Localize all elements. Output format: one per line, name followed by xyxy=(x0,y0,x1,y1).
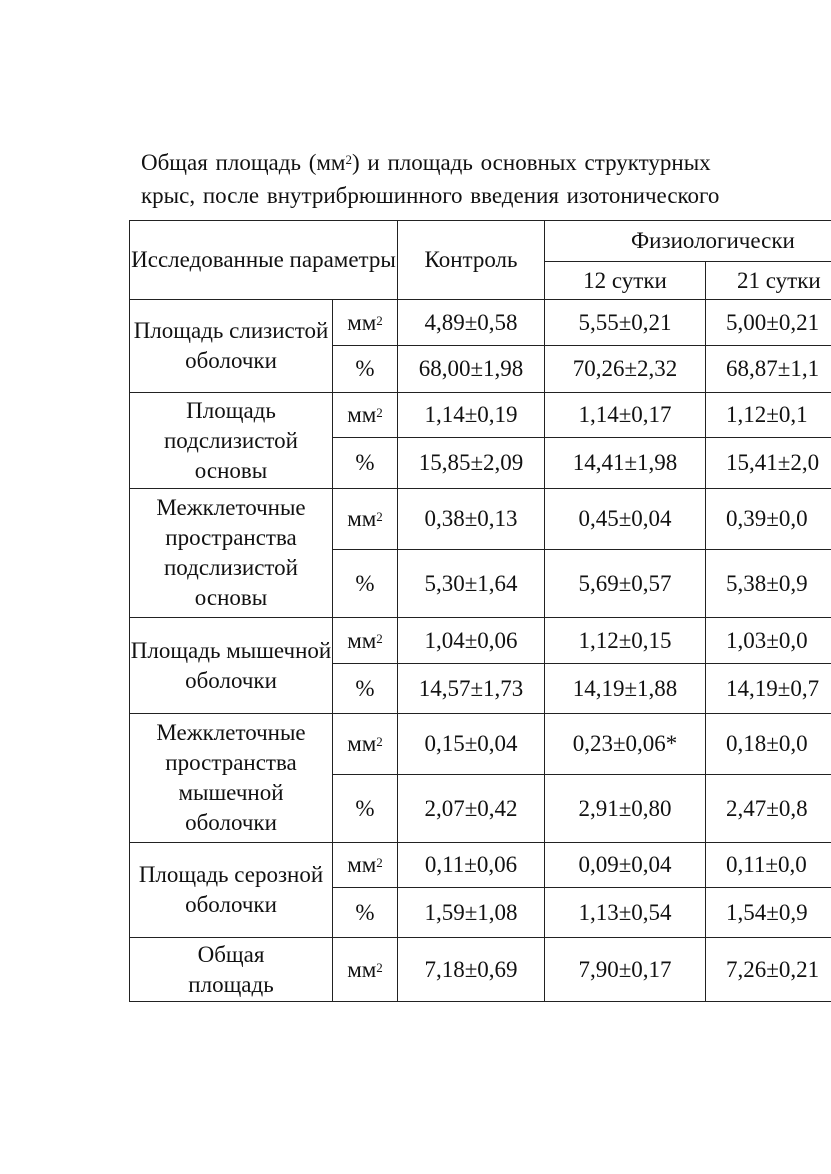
value-day-12: 14,19±1,88 xyxy=(545,664,706,714)
unit-mm2 xyxy=(333,489,398,550)
value-control: 1,14±0,19 xyxy=(398,393,545,438)
header-params: Исследованные параметры xyxy=(130,221,398,300)
value-day-21: 0,11±0,0 xyxy=(706,843,831,888)
unit-mm-text: мм xyxy=(347,402,377,427)
value-control: 15,85±2,09 xyxy=(398,438,545,489)
value-control: 0,38±0,13 xyxy=(398,489,545,550)
value-day-21: 15,41±2,0 xyxy=(706,438,831,489)
unit-percent: % xyxy=(333,775,398,843)
table-row xyxy=(130,714,831,775)
value-control: 2,07±0,42 xyxy=(398,775,545,843)
value-day-12: 1,14±0,17 xyxy=(545,393,706,438)
unit-percent: % xyxy=(333,438,398,489)
unit-mm2 xyxy=(333,300,398,346)
unit-mm2 xyxy=(333,393,398,438)
param-label: Площадь серозной оболочки xyxy=(130,843,333,938)
unit-percent: % xyxy=(333,346,398,393)
caption-text: ) и площадь основных структурных xyxy=(351,150,711,175)
caption-superscript: 2 xyxy=(345,152,352,167)
table-row-total xyxy=(130,938,831,1002)
unit-superscript: 2 xyxy=(376,630,383,646)
table-row xyxy=(130,300,831,346)
table-row xyxy=(130,489,831,550)
value-day-21: 1,03±0,0 xyxy=(706,618,831,664)
unit-mm2 xyxy=(333,938,398,1002)
value-day-12: 1,12±0,15 xyxy=(545,618,706,664)
unit-superscript: 2 xyxy=(376,855,383,870)
value-day-21: 0,39±0,0 xyxy=(706,489,831,550)
value-day-12: 5,69±0,57 xyxy=(545,550,706,618)
value-day-12: 0,45±0,04 xyxy=(545,489,706,550)
param-label: Площадь слизистой оболочки xyxy=(130,300,333,393)
value-control: 0,11±0,06 xyxy=(398,843,545,888)
unit-percent: % xyxy=(333,664,398,714)
value-control: 1,04±0,06 xyxy=(398,618,545,664)
value-day-21: 2,47±0,8 xyxy=(706,775,831,843)
data-table xyxy=(129,220,831,1002)
value-control: 5,30±1,64 xyxy=(398,550,545,618)
unit-mm2 xyxy=(333,618,398,664)
caption-line-1 xyxy=(141,146,831,179)
table-row xyxy=(130,618,831,664)
value-day-21: 1,12±0,1 xyxy=(706,393,831,438)
unit-superscript: 2 xyxy=(376,312,383,328)
value-day-21: 0,18±0,0 xyxy=(706,714,831,775)
value-day-12: 70,26±2,32 xyxy=(545,346,706,393)
value-day-12: 5,55±0,21 xyxy=(545,300,706,346)
value-day-12: 14,41±1,98 xyxy=(545,438,706,489)
unit-percent: % xyxy=(333,888,398,938)
value-day-12: 2,91±0,80 xyxy=(545,775,706,843)
param-label: Площадь мышечной оболочки xyxy=(130,618,333,714)
header-day-12: 12 сутки xyxy=(545,262,706,300)
value-day-12: 0,09±0,04 xyxy=(545,843,706,888)
caption-line-2: крыс, после внутрибрюшинного введения изотонического xyxy=(141,183,720,208)
table-row xyxy=(130,843,831,888)
header-group: Физиологически xyxy=(545,221,831,262)
value-day-12: 0,23±0,06* xyxy=(545,714,706,775)
value-control: 0,15±0,04 xyxy=(398,714,545,775)
param-label-total: Общая площадь xyxy=(130,938,333,1002)
unit-mm-text: мм xyxy=(347,852,377,877)
value-control: 1,59±1,08 xyxy=(398,888,545,938)
unit-mm-text: мм xyxy=(347,956,377,982)
unit-superscript: 2 xyxy=(376,509,383,524)
value-day-21: 7,26±0,21 xyxy=(706,938,831,1002)
unit-superscript: 2 xyxy=(376,734,383,749)
header-control: Контроль xyxy=(398,221,545,300)
value-day-21: 68,87±1,1 xyxy=(706,346,831,393)
unit-mm2 xyxy=(333,714,398,775)
value-control: 7,18±0,69 xyxy=(398,938,545,1002)
table-row xyxy=(130,393,831,438)
table-caption xyxy=(141,146,831,212)
value-control: 4,89±0,58 xyxy=(398,300,545,346)
value-day-21: 5,00±0,21 xyxy=(706,300,831,346)
param-label: Площадь подслизистой основы xyxy=(130,393,333,489)
value-day-12: 1,13±0,54 xyxy=(545,888,706,938)
unit-mm-text: мм xyxy=(347,627,377,653)
value-day-12: 7,90±0,17 xyxy=(545,938,706,1002)
unit-mm-text: мм xyxy=(347,309,377,335)
unit-mm-text: мм xyxy=(347,506,377,531)
unit-superscript: 2 xyxy=(376,959,383,975)
unit-percent: % xyxy=(333,550,398,618)
unit-superscript: 2 xyxy=(376,405,383,420)
value-control: 68,00±1,98 xyxy=(398,346,545,393)
value-control: 14,57±1,73 xyxy=(398,664,545,714)
value-day-21: 1,54±0,9 xyxy=(706,888,831,938)
unit-mm-text: мм xyxy=(347,731,377,756)
unit-mm2 xyxy=(333,843,398,888)
header-day-21: 21 сутки xyxy=(706,262,831,300)
caption-text: Общая площадь (мм xyxy=(141,150,346,175)
param-label: Межклеточные пространства мышечной оболочки xyxy=(130,714,333,843)
param-label: Межклеточные пространства подслизистой основы xyxy=(130,489,333,618)
table-body xyxy=(130,300,831,1002)
value-day-21: 5,38±0,9 xyxy=(706,550,831,618)
value-day-21: 14,19±0,7 xyxy=(706,664,831,714)
